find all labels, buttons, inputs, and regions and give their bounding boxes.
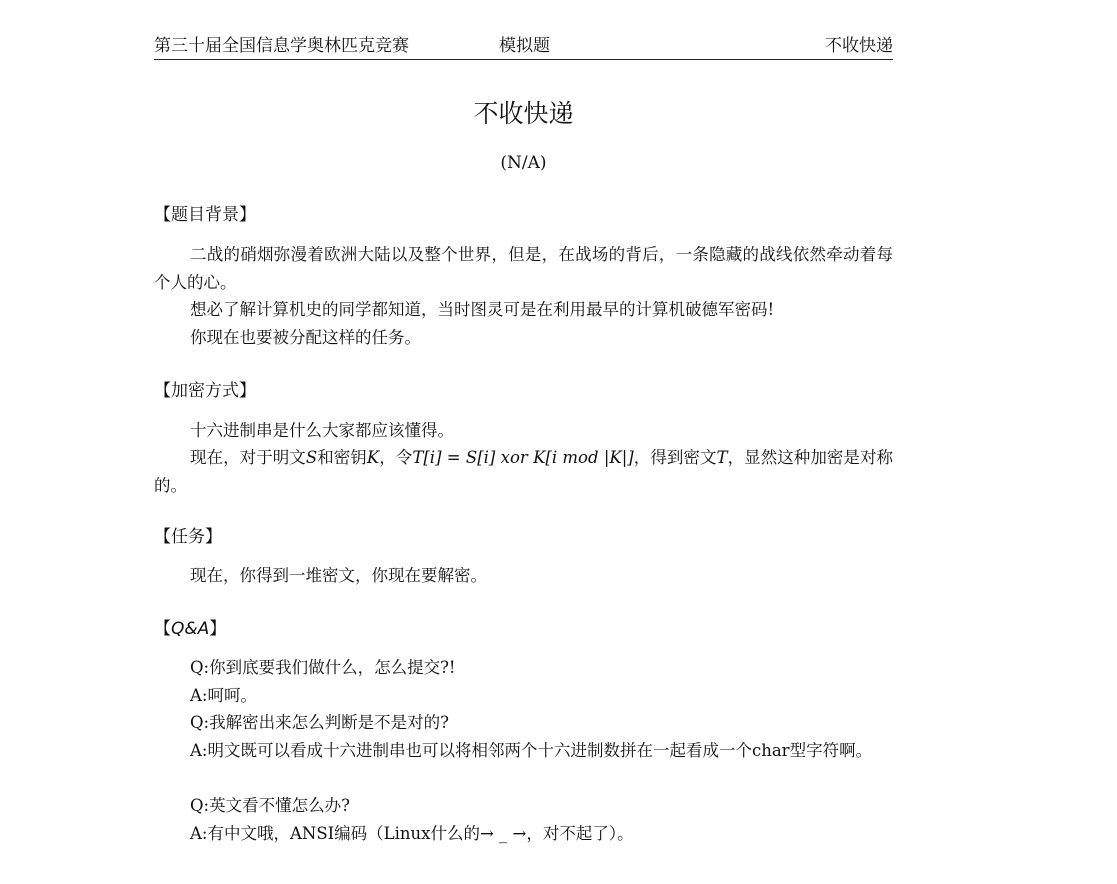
xor-formula: T[i] = S[i] xor K[i mod |K|] bbox=[412, 448, 634, 467]
encryption-text-b: 和密钥 bbox=[317, 448, 367, 467]
section-title-encryption: 【加密方式】 bbox=[154, 381, 256, 401]
problem-subtitle: (N/A) bbox=[500, 153, 547, 173]
encryption-text-d: ，得到密文 bbox=[633, 448, 717, 467]
problem-title: 不收快递 bbox=[473, 99, 574, 128]
background-paragraph-2: 想必了解计算机史的同学都知道，当时图灵可是在利用最早的计算机破德军密码! bbox=[190, 300, 775, 319]
section-title-qa bbox=[154, 616, 226, 642]
header-round: 模拟题 bbox=[499, 36, 550, 56]
variable-k: K bbox=[366, 448, 380, 467]
encryption-text-e: ，显然这种加密是对称的。 bbox=[154, 448, 894, 495]
running-header bbox=[154, 33, 893, 60]
encryption-text-a: 现在，对于明文 bbox=[190, 448, 306, 467]
encryption-text-c: ，令 bbox=[379, 448, 413, 467]
qa-title-text: Q&A bbox=[171, 619, 210, 639]
qa-line-4: A:明文既可以看成十六进制串也可以将相邻两个十六进制数拼在一起看成一个char型字符啊。 bbox=[190, 741, 873, 760]
background-paragraph-1: 二战的硝烟弥漫着欧洲大陆以及整个世界，但是，在战场的背后，一条隐藏的战线依然牵动着每个人的心。 bbox=[154, 245, 893, 292]
qa-title-open-bracket: 【 bbox=[154, 619, 171, 639]
document-page bbox=[154, 0, 893, 884]
qa-title-close-bracket: 】 bbox=[209, 619, 227, 639]
background-paragraph-3: 你现在也要被分配这样的任务。 bbox=[190, 328, 421, 347]
variable-s: S bbox=[305, 448, 318, 467]
variable-t: T bbox=[716, 448, 728, 467]
qa-line-3: Q:我解密出来怎么判断是不是对的? bbox=[190, 713, 449, 732]
encryption-paragraph-1: 十六进制串是什么大家都应该懂得。 bbox=[190, 421, 454, 440]
section-title-task: 【任务】 bbox=[154, 527, 222, 547]
qa-line-1: Q:你到底要我们做什么，怎么提交?! bbox=[190, 658, 456, 677]
header-problem-name: 不收快递 bbox=[825, 36, 893, 56]
task-paragraph-1: 现在，你得到一堆密文，你现在要解密。 bbox=[190, 566, 487, 585]
qa-line-5: Q:英文看不懂怎么办? bbox=[190, 796, 350, 815]
section-title-background: 【题目背景】 bbox=[154, 205, 256, 225]
encryption-paragraph-2 bbox=[154, 444, 893, 499]
header-contest-name: 第三十届全国信息学奥林匹克竞赛 bbox=[154, 36, 409, 56]
qa-line-2: A:呵呵。 bbox=[190, 686, 257, 705]
qa-line-6: A:有中文哦，ANSI编码（Linux什么的→ _ →，对不起了）。 bbox=[190, 824, 634, 843]
